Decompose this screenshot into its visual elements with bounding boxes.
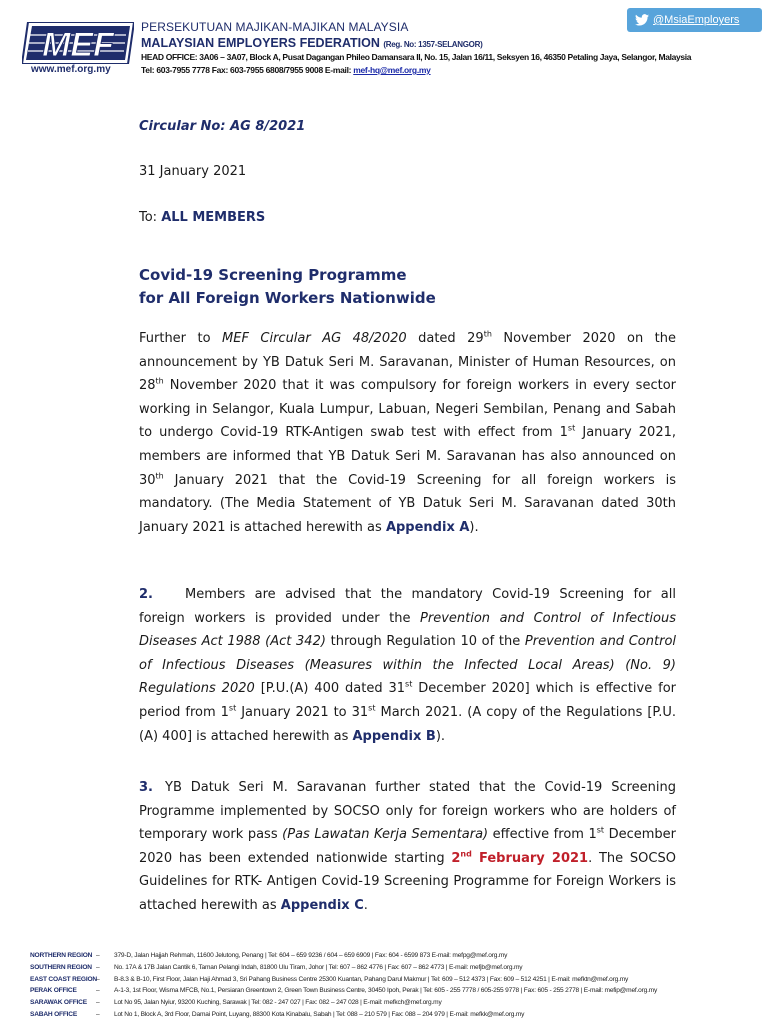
org-english-name <box>141 36 482 50</box>
recipient-value: ALL MEMBERS <box>161 210 266 225</box>
paragraph-number: 3. <box>139 780 153 795</box>
appendix-b-link[interactable]: Appendix B <box>352 728 436 744</box>
office-name: EAST COAST REGION <box>30 975 97 983</box>
office-name: NORTHERN REGION <box>30 952 93 959</box>
mef-logo <box>22 22 134 64</box>
letter-date: 31 January 2021 <box>139 164 247 179</box>
paragraph-1: Further to MEF Circular AG 48/2020 dated 29th November 2020 on the announcement by YB Datuk Seri M. Saravanan, Minister of Human Resources, on 28th November 2020 that it was compulsory for foreign workers in every sector working in Selangor, Kuala Lumpur, Labuan, Negeri Sembilan, Penang and Sabah to undergo Covid-19 RTK-Antigen swab test with effect from 1st January 2021, members are informed that YB Datuk Seri M. Saravanan has also announced on 30th January 2021 that the Covid-19 Screening for all foreign workers is mandatory. (The Media Statement of YB Datuk Seri M. Saravanan dated 30th January 2021 is attached herewith as Appendix A). <box>139 329 676 535</box>
office-row: SARAWAK OFFICE – Lot No 95, Jalan Nyiur, 93200 Kuching, Sarawak | Tel: 082 - 247 027 | Fax: 082 – 247 028 | E-mail: mefkch@mef.org.my <box>30 997 765 1009</box>
office-details: B-8.3 & B-10, First Floor, Jalan Haji Ahmad 3, Sri Pahang Business Centre 25300 Kuantan, Pahang Darul Makmur | Tel: 609 – 512 4373 | Fax: 609 – 512 4251 | E-mail: mefktn@mef.org.my <box>114 975 629 983</box>
twitter-bird-icon <box>635 14 649 26</box>
office-name: SOUTHERN REGION <box>30 963 92 971</box>
office-details: 379-D, Jalan Hajjah Rehmah, 11600 Jelutong, Penang | Tel: 604 – 659 9236 / 604 – 659 6909 | Fax: 604 - 6599 873 E-mail: mefpg@mef.org.my <box>114 952 508 959</box>
appendix-a-link[interactable]: Appendix A <box>385 519 470 535</box>
appendix-c-link[interactable]: Appendix C <box>280 897 364 913</box>
mef-logo-graphic <box>22 22 134 64</box>
office-details: Lot No 1, Block A, 3rd Floor, Damai Point, Luyang, 88300 Kota Kinabalu, Sabah | Tel: 088 – 210 579 | Fax: 088 – 204 979 | E-mail: mefkk@mef.org.my <box>114 1010 525 1018</box>
office-row: EAST COAST REGION – B-8.3 & B-10, First Floor, Jalan Haji Ahmad 3, Sri Pahang Business Centre 25300 Kuantan, Pahang Darul Makmur | Tel: 609 – 512 4373 | Fax: 609 – 512 4251 | E-mail: mefktn@mef.org.my <box>30 974 765 986</box>
circular-number: Circular No: AG 8/2021 <box>139 119 306 134</box>
contact-line <box>141 65 431 75</box>
office-details: A-1-3, 1st Floor, Wisma MFCB, No.1, Persiaran Greentown 2, Green Town Business Centre, 30450 Ipoh, Perak | Tel: 605 - 255 7778 / 605-255 9778 | Fax: 605 - 255 2778 | E-mail: mefip@mef.org.my <box>114 987 658 995</box>
start-date-highlight: 2nd February 2021 <box>451 849 589 866</box>
twitter-badge[interactable] <box>627 8 762 32</box>
office-details: No. 17A & 17B Jalan Cantik 6, Taman Pelangi Indah, 81800 Ulu Tiram, Johor | Tel: 607 – 862 4776 | Fax: 607 – 862 4773 | E-mail: mefjb@mef.org.my <box>114 963 523 971</box>
tel-fax-text: Tel: 603-7955 7778 Fax: 603-7955 6808/7955 9008 E-mail: <box>141 65 354 75</box>
office-row: NORTHERN REGION – 379-D, Jalan Hajjah Rehmah, 11600 Jelutong, Penang | Tel: 604 – 659 9236 / 604 – 659 6909 | Fax: 604 - 6599 873 E-mail: mefpg@mef.org.my <box>30 950 765 962</box>
email-link[interactable]: mef-hq@mef.org.my <box>353 65 431 75</box>
paragraph-2: 2. Members are advised that the mandatory Covid-19 Screening for all foreign workers is provided under the Prevention and Control of Infectious Diseases Act 1988 (Act 342) through Regulation 10 of the Prevention and Control of Infectious Diseases (Measures within the Infected Local Areas) (No. 9) Regulations 2020 [P.U.(A) 400 dated 31st December 2020] which is effective for period from 1st January 2021 to 31st March 2021. (A copy of the Regulations [P.U.(A) 400] is attached herewith as Appendix B). <box>139 583 676 748</box>
paragraph-3: 3. YB Datuk Seri M. Saravanan further stated that the Covid-19 Screening Programme implemented by SOCSO only for foreign workers who are holders of temporary work pass (Pas Lawatan Kerja Sementara) effective from 1st December 2020 has been extended nationwide starting 2nd February 2021. The SOCSO Guidelines for RTK- Antigen Covid-19 Screening Programme for Foreign Workers is attached herewith as Appendix C. <box>139 776 676 918</box>
office-row: SABAH OFFICE – Lot No 1, Block A, 3rd Floor, Damai Point, Luyang, 88300 Kota Kinabalu, Sabah | Tel: 088 – 210 579 | Fax: 088 – 204 979 | E-mail: mefkk@mef.org.my <box>30 1009 765 1021</box>
regional-offices-footer <box>30 950 765 1021</box>
org-malay-name: PERSEKUTUAN MAJIKAN-MAJIKAN MALAYSIA <box>141 20 409 34</box>
head-office-address: HEAD OFFICE: 3A06 – 3A07, Block A, Pusat Dagangan Phileo Damansara II, No. 15, Jalan 16/11, Seksyen 16, 46350 Petaling Jaya, Selangor, Malaysia <box>141 52 692 62</box>
circular-reference: MEF Circular AG 48/2020 <box>222 331 407 346</box>
office-name: PERAK OFFICE <box>30 987 77 995</box>
title-line-2: for All Foreign Workers Nationwide <box>139 289 436 307</box>
office-row: SOUTHERN REGION – No. 17A & 17B Jalan Cantik 6, Taman Pelangi Indah, 81800 Ulu Tiram, Johor | Tel: 607 – 862 4776 | Fax: 607 – 862 4773 | E-mail: mefjb@mef.org.my <box>30 962 765 974</box>
registration-number: (Reg. No: 1357-SELANGOR) <box>383 40 483 49</box>
office-name: SABAH OFFICE <box>30 1010 78 1018</box>
office-row: PERAK OFFICE – A-1-3, 1st Floor, Wisma MFCB, No.1, Persiaran Greentown 2, Green Town Business Centre, 30450 Ipoh, Perak | Tel: 605 - 255 7778 / 605-255 9778 | Fax: 605 - 255 2778 | E-mail: mefip@mef.org.my <box>30 985 765 997</box>
letter-title <box>139 264 436 310</box>
svg-text:MEF: MEF <box>42 26 114 64</box>
office-details: Lot No 95, Jalan Nyiur, 93200 Kuching, Sarawak | Tel: 082 - 247 027 | Fax: 082 – 247 028 | E-mail: mefkch@mef.org.my <box>114 999 442 1007</box>
website-link[interactable]: www.mef.org.my <box>31 64 111 75</box>
recipient-line <box>139 210 265 225</box>
paragraph-number: 2. <box>139 587 153 602</box>
twitter-handle[interactable]: @MsiaEmployers <box>653 14 740 26</box>
title-line-1: Covid-19 Screening Programme <box>139 266 407 284</box>
office-name: SARAWAK OFFICE <box>30 999 87 1007</box>
recipient-label: To: <box>139 210 162 225</box>
org-english-text: MALAYSIAN EMPLOYERS FEDERATION <box>141 36 380 50</box>
